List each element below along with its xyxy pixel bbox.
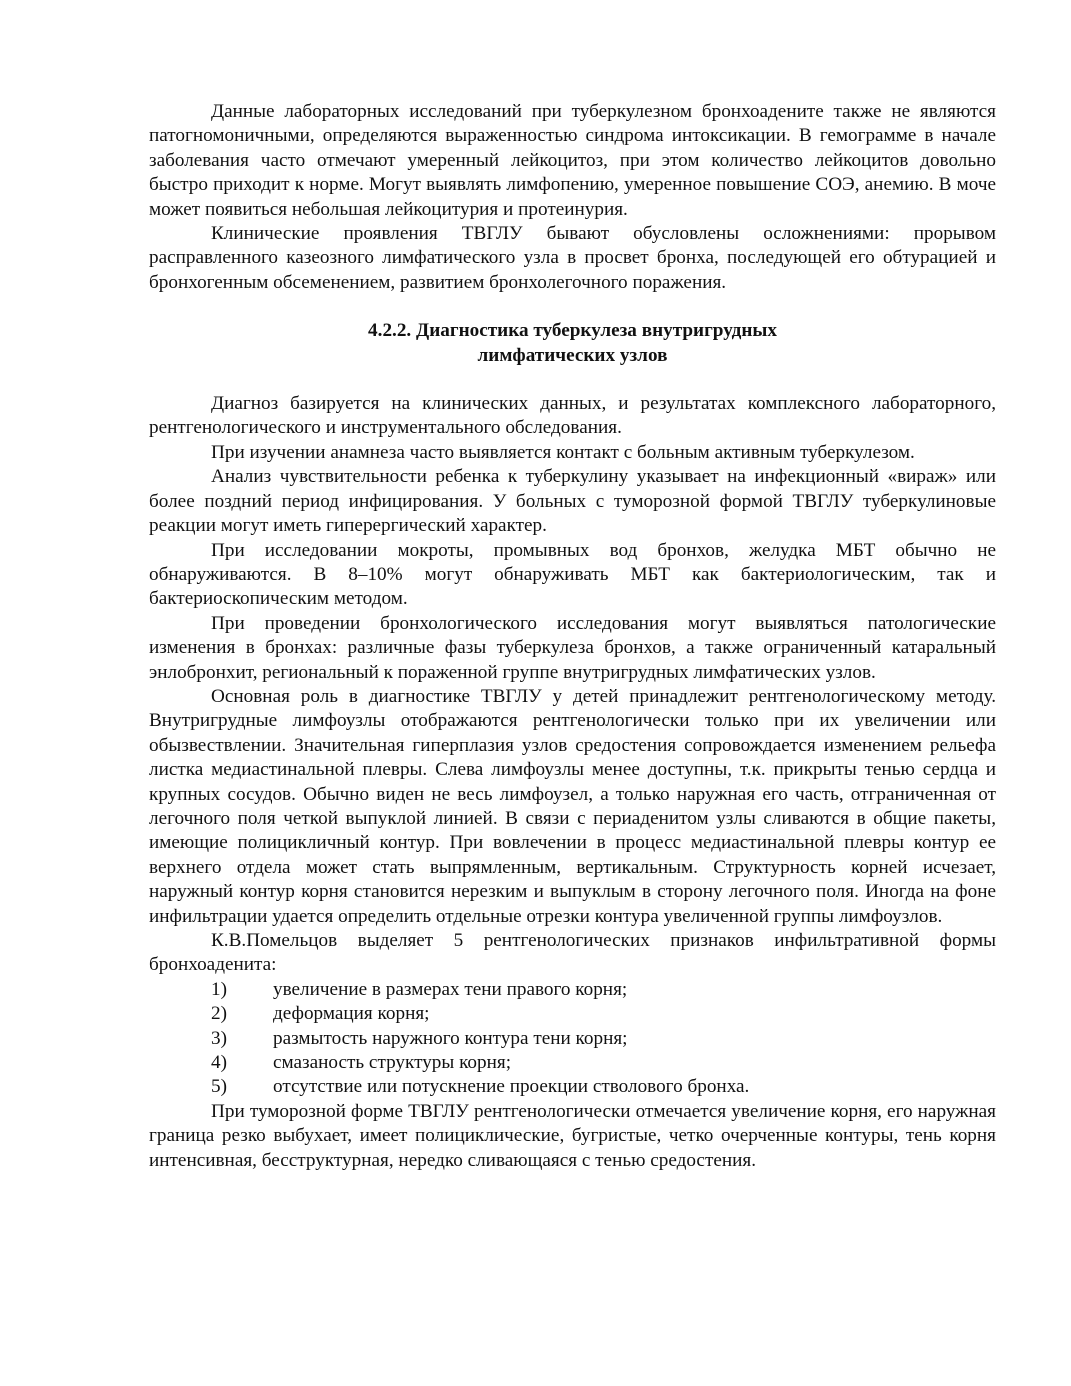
paragraph-tumorous-form: При туморозной форме ТВГЛУ рентгенологически отмечается увеличение корня, его наружная граница резко выбухает, имеет полициклические, бугристые, четко очерченные контуры, тень корня интенсивная, бесструктурная, нередко сливающаяся с тенью средостения. bbox=[149, 1100, 996, 1171]
section-heading-line-2: лимфатических узлов bbox=[477, 344, 668, 366]
list-item bbox=[149, 1027, 996, 1051]
paragraph-sputum: При исследовании мокроты, промывных вод бронхов, желудка МБТ обычно не обнаруживаются. В 8–10% могут обнаруживать МБТ как бактериологическим, так и бактериоскопическим методом. bbox=[149, 539, 996, 610]
list-item-text: отсутствие или потускнение проекции стволового бронха. bbox=[273, 1076, 750, 1098]
paragraph-clinical-manifestations: Клинические проявления ТВГЛУ бывают обусловлены осложнениями: прорывом расправленного казеозного лимфатического узла в просвет бронха, последующей его обтурацией и бронхогенным обсеменением, развитием бронхолегочного поражения. bbox=[149, 223, 996, 293]
list-item bbox=[149, 1075, 996, 1099]
list-item-text: деформация корня; bbox=[273, 1003, 430, 1025]
list-item bbox=[149, 1051, 996, 1075]
list-item-text: увеличение в размерах тени правого корня; bbox=[273, 978, 628, 1000]
paragraph-lab-data: Данные лабораторных исследований при туберкулезном бронхоадените также не являются патогномоничными, определяются выраженностью синдрома интоксикации. В гемограмме в начале заболевания часто отмечают умеренный лейкоцитоз, при этом количество лейкоцитов довольно быстро приходит к норме. Могут выявлять лимфопению, умеренное повышение СОЭ, анемию. В моче может появиться небольшая лейкоцитурия и протеинурия. bbox=[149, 101, 996, 220]
section-heading bbox=[149, 319, 996, 368]
paragraph-anamnesis: При изучении анамнеза часто выявляется контакт с больным активным туберкулезом. bbox=[211, 441, 915, 463]
list-item bbox=[149, 1002, 996, 1026]
list-item-number: 3) bbox=[211, 1027, 227, 1049]
section-heading-line-1: 4.2.2. Диагностика туберкулеза внутригрудных bbox=[368, 320, 777, 342]
paragraph-bronchology: При проведении бронхологического исследования могут выявляться патологические изменения в бронхах: различные фазы туберкулеза бронхов, а также ограниченный катаральный энлобронхит, региональный к пораженной группе внутригрудных лимфатических узлов. bbox=[149, 612, 996, 683]
paragraph-tuberculin: Анализ чувствительности ребенка к туберкулину указывает на инфекционный «вираж» или более поздний период инфицирования. У больных с туморозной формой ТВГЛУ туберкулиновые реакции могут иметь гиперергический характер. bbox=[149, 466, 996, 537]
radiological-signs-list bbox=[149, 978, 996, 1100]
list-item-number: 5) bbox=[211, 1076, 227, 1098]
paragraph-diagnosis: Диагноз базируется на клинических данных, и результатах комплексного лабораторного, рентгенологического и инструментального обследования. bbox=[149, 393, 996, 439]
paragraph-pomeltsov: К.В.Помельцов выделяет 5 рентгенологических признаков инфильтративной формы бронхоаденита: bbox=[149, 930, 996, 976]
list-item-text: размытость наружного контура тени корня; bbox=[273, 1027, 628, 1049]
list-item-text: смазаность структуры корня; bbox=[273, 1052, 512, 1074]
paragraph-radiology: Основная роль в диагностике ТВГЛУ у детей принадлежит рентгенологическому методу. Внутригрудные лимфоузлы отображаются рентгенологически только при их увеличении или обызвествлении. Значительная гиперплазия узлов средостения сопровождается изменением рельефа листка медиастинальной плевры. Слева лимфоузлы менее доступны, т.к. прикрыты тенью сердца и крупных сосудов. Обычно виден не весь лимфоузел, а только наружная его часть, отграниченная от легочного поля четкой выпуклой линией. В связи с периаденитом узлы сливаются в общие пакеты, имеющие полицикличный контур. При вовлечении в процесс медиастинальной плевры контур ее верхнего отдела может стать выпрямленным, вертикальным. Структурность корней исчезает, наружный контур корня становится нерезким и выпуклым в сторону легочного поля. Иногда на фоне инфильтрации удается определить отдельные отрезки контура увеличенной группы лимфоузлов. bbox=[149, 685, 996, 927]
list-item-number: 1) bbox=[211, 978, 227, 1000]
list-item-number: 4) bbox=[211, 1052, 227, 1074]
list-item-number: 2) bbox=[211, 1003, 227, 1025]
list-item bbox=[149, 978, 996, 1002]
document-page bbox=[149, 100, 996, 1173]
